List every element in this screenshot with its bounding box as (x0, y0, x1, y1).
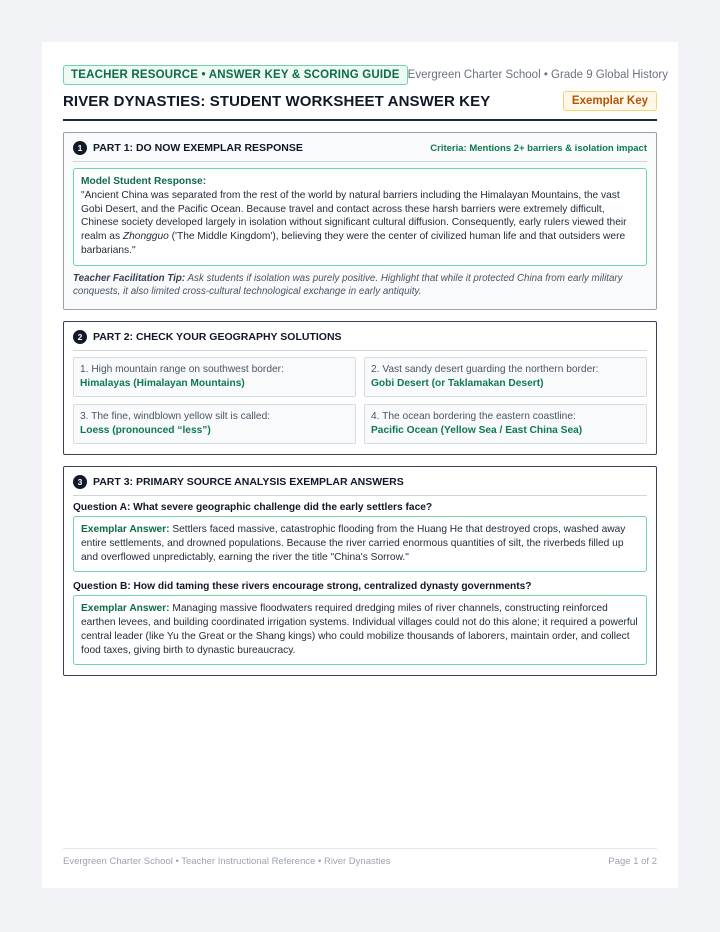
tip-label: Teacher Facilitation Tip: (73, 272, 186, 284)
part2-section (63, 321, 657, 455)
resource-badge: TEACHER RESOURCE • ANSWER KEY & SCORING GUIDE (63, 65, 408, 85)
model-response-text-start: "Ancient China was separated from the rest of the world by natural barriers including the Himalayan Mountains, the vast Gobi Desert, and the Pacific Ocean. Because travel and contact across these harsh barriers were extremely difficult, Chinese society developed largely in isolation without significant cultural diffusion. Consequently, early rulers viewed their realm as (81, 189, 627, 243)
part1-heading (73, 141, 303, 155)
geography-question: 1. High mountain range on southwest border: (80, 364, 284, 375)
page-number: Page 1 of 2 (608, 856, 657, 867)
worksheet-page (42, 42, 678, 888)
exemplar-answer-a (73, 516, 647, 572)
exemplar-answer-text: Settlers faced massive, catastrophic flooding from the Huang He that destroyed crops, washed away entire settlements, and drowned populations. Because the river carried enormous quantities of silt, the riverbeds filled up and overflowed unpredictably, earning the river the title "China's Sorrow." (81, 524, 626, 563)
exemplar-answer-label: Exemplar Answer: (81, 603, 170, 615)
geography-question: 2. Vast sandy desert guarding the northern border: (371, 364, 599, 375)
geography-item (73, 404, 356, 444)
exemplar-answer-text: Managing massive floodwaters required dredging miles of river channels, constructing reinforced earthen levees, and building coordinated irrigation systems. Individual villages could not do this alone; it required a powerful central leader (like Yu the Great or the Shang kings) who could mobilize thousands of laborers, maintain order, and collect food taxes, giving birth to dynastic bureaucracy. (81, 603, 638, 656)
geography-answer: Pacific Ocean (Yellow Sea / East China Sea) (371, 425, 583, 436)
question-b: Question B: How did taming these rivers encourage strong, centralized dynasty governments? (73, 581, 532, 593)
model-response-box (73, 168, 647, 266)
part1-header (73, 141, 647, 162)
tip-text: Ask students if isolation was purely positive. Highlight that while it protected China from early military conquests, it also limited cross-cultural technological exchange in early antiquity. (73, 272, 623, 298)
question-a: Question A: What severe geographic challenge did the early settlers face? (73, 502, 433, 513)
facilitation-tip (73, 272, 647, 299)
part3-heading (73, 475, 404, 489)
number-one-icon: 1 (73, 141, 87, 155)
geography-item (364, 357, 647, 397)
number-two-icon: 2 (73, 330, 87, 344)
part2-heading (73, 330, 342, 344)
title-bar (63, 91, 657, 121)
part1-criteria: Criteria: Mentions 2+ barriers & isolation impact (430, 142, 647, 154)
model-response-text-end: ('The Middle Kingdom'), believing they were the center of civilized human life and that outsiders were barbarians." (81, 231, 626, 256)
geography-item (73, 357, 356, 397)
page-title: RIVER DYNASTIES: STUDENT WORKSHEET ANSWER KEY (63, 92, 491, 110)
geography-answer: Himalayas (Himalayan Mountains) (80, 378, 245, 389)
exemplar-answer-b (73, 595, 647, 665)
geography-answer: Loess (pronounced “less”) (80, 425, 211, 436)
geography-answer: Gobi Desert (or Taklamakan Desert) (371, 378, 544, 389)
footer-reference: Evergreen Charter School • Teacher Instructional Reference • River Dynasties (63, 856, 391, 867)
model-response-label: Model Student Response: (81, 176, 207, 187)
number-three-icon: 3 (73, 475, 87, 489)
zhongguo-term: Zhongguo (122, 231, 169, 243)
page-footer (63, 848, 657, 867)
geography-question: 3. The fine, windblown yellow silt is called: (80, 411, 271, 422)
part3-header (73, 475, 647, 496)
exemplar-answer-label: Exemplar Answer: (81, 524, 170, 535)
model-response-text (81, 189, 639, 258)
school-meta: Evergreen Charter School • Grade 9 Global History (407, 69, 669, 81)
geography-question: 4. The ocean bordering the eastern coastline: (371, 411, 576, 422)
part1-section (63, 132, 657, 310)
part3-title: PART 3: PRIMARY SOURCE ANALYSIS EXEMPLAR ANSWERS (93, 476, 404, 488)
part2-title: PART 2: CHECK YOUR GEOGRAPHY SOLUTIONS (93, 331, 342, 343)
top-bar (63, 64, 669, 86)
exemplar-key-badge: Exemplar Key (563, 91, 657, 111)
part3-section (63, 466, 657, 676)
part2-header (73, 330, 647, 351)
geography-grid (73, 357, 647, 444)
part1-title: PART 1: DO NOW EXEMPLAR RESPONSE (93, 142, 303, 154)
geography-item (364, 404, 647, 444)
